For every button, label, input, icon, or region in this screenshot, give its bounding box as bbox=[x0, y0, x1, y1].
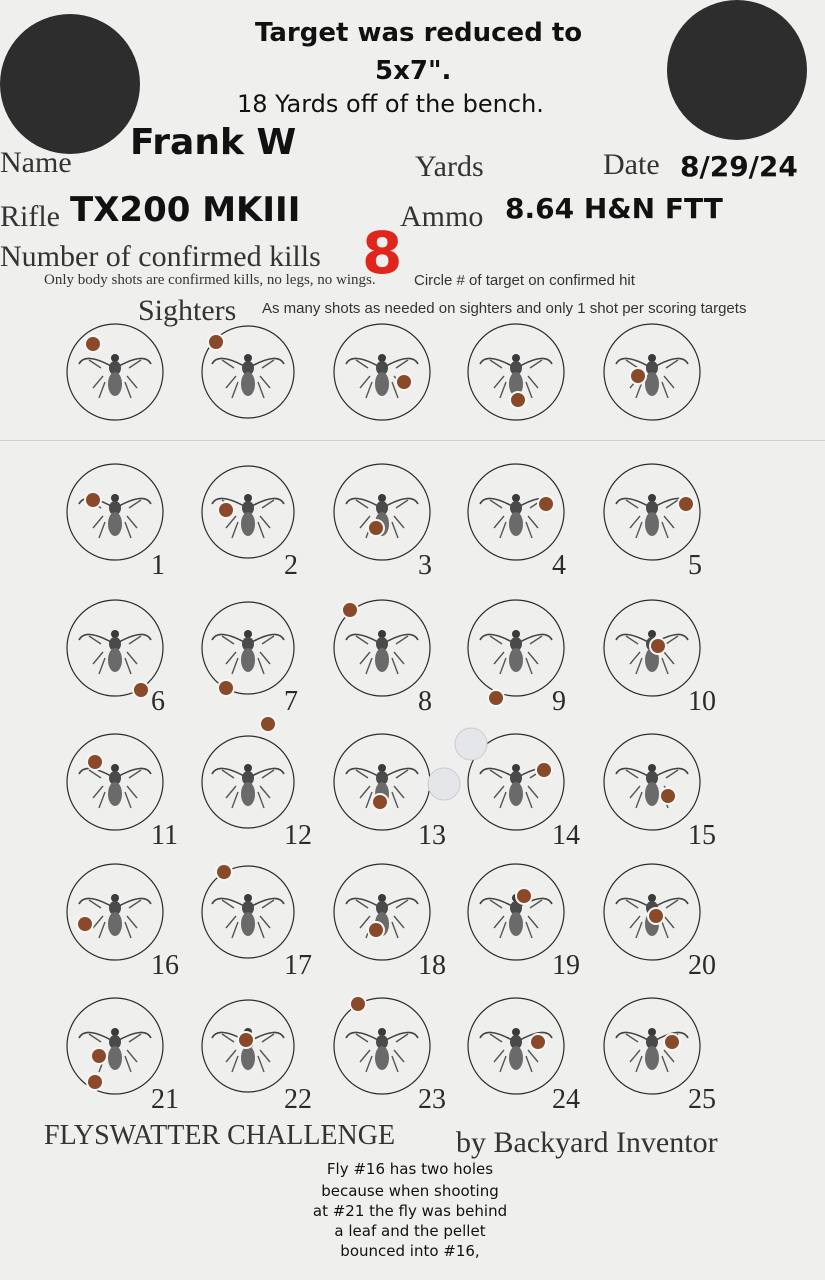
bottom-note-line-4: a leaf and the pellet bbox=[334, 1222, 486, 1240]
target-number-14: 14 bbox=[552, 820, 580, 851]
target-number-20: 20 bbox=[688, 950, 716, 981]
fly-head-s5 bbox=[648, 354, 656, 362]
fly-abdomen-s5 bbox=[645, 372, 659, 396]
fly-leg-19-4 bbox=[500, 922, 506, 938]
fly-wing-left-7 bbox=[212, 634, 244, 642]
footer-title: FLYSWATTER CHALLENGE bbox=[44, 1120, 396, 1151]
fly-wing-right-18 bbox=[386, 898, 418, 906]
fly-head-24 bbox=[512, 1028, 520, 1036]
target-number-5: 5 bbox=[688, 550, 702, 581]
fly-wing-right-11 bbox=[119, 768, 151, 776]
target-number-4: 4 bbox=[552, 550, 566, 581]
fly-leg-24-3 bbox=[528, 1050, 538, 1062]
fly-wing-right-s1 bbox=[119, 358, 151, 366]
fly-wing-right-22 bbox=[252, 1032, 284, 1040]
fly-wing-right-s3 bbox=[386, 358, 418, 366]
fly-leg-3-3 bbox=[394, 516, 404, 528]
pellet-hole-s5-0 bbox=[631, 369, 645, 383]
fly-leg-20-4 bbox=[636, 922, 642, 938]
fly-leg-s4-4 bbox=[500, 382, 506, 398]
fly-leg-14-5 bbox=[526, 792, 532, 808]
target-number-19: 19 bbox=[552, 950, 580, 981]
fly-wing-right-s4 bbox=[520, 358, 552, 366]
fly-leg-9-5 bbox=[526, 658, 532, 674]
fly-leg-21-3 bbox=[127, 1050, 137, 1062]
target-number-23: 23 bbox=[418, 1084, 446, 1115]
fly-leg-22-4 bbox=[232, 1056, 238, 1072]
fly-leg-22-3 bbox=[260, 1050, 270, 1062]
pellet-hole-21-0 bbox=[92, 1049, 106, 1063]
target-number-15: 15 bbox=[688, 820, 716, 851]
fly-wing-right-12 bbox=[252, 768, 284, 776]
fly-wing-left-3 bbox=[346, 498, 378, 506]
pellet-hole-13-0 bbox=[373, 795, 387, 809]
target-number-6: 6 bbox=[151, 686, 165, 717]
fly-wing-left-5 bbox=[616, 498, 648, 506]
fly-leg-1-4 bbox=[99, 522, 105, 538]
fly-wing-right-20 bbox=[656, 898, 688, 906]
fly-leg-22-5 bbox=[258, 1056, 264, 1072]
kills-label: Number of confirmed kills bbox=[0, 240, 321, 273]
reinforcement-sticker-1 bbox=[455, 728, 487, 760]
pellet-hole-18-0 bbox=[369, 923, 383, 937]
fly-wing-right-s5 bbox=[656, 358, 688, 366]
fly-leg-22-2 bbox=[226, 1050, 236, 1062]
date-value: 8/29/24 bbox=[680, 150, 798, 183]
pellet-hole-12-0 bbox=[261, 717, 275, 731]
fly-leg-10-3 bbox=[664, 652, 674, 664]
fly-leg-9-3 bbox=[528, 652, 538, 664]
bottom-note-line-1: Fly #16 has two holes bbox=[326, 1160, 494, 1178]
fly-leg-19-3 bbox=[528, 916, 538, 928]
footer-byline: by Backyard Inventor bbox=[456, 1126, 718, 1159]
fly-wing-left-19 bbox=[480, 898, 512, 906]
fly-wing-left-16 bbox=[79, 898, 111, 906]
fly-leg-7-2 bbox=[226, 652, 236, 664]
fly-abdomen-9 bbox=[509, 648, 523, 672]
fly-wing-right-21 bbox=[119, 1032, 151, 1040]
fly-abdomen-12 bbox=[241, 782, 255, 806]
pellet-hole-15-0 bbox=[661, 789, 675, 803]
fly-leg-2-3 bbox=[260, 516, 270, 528]
fly-leg-s1-2 bbox=[93, 376, 103, 388]
kills-rule: Only body shots are confirmed kills, no legs, no wings. bbox=[44, 272, 376, 288]
fly-abdomen-23 bbox=[375, 1046, 389, 1070]
fly-wing-right-15 bbox=[656, 768, 688, 776]
name-label: Name bbox=[0, 146, 72, 179]
name-value: Frank W bbox=[130, 122, 297, 163]
fly-wing-right-13 bbox=[386, 768, 418, 776]
fly-leg-13-4 bbox=[366, 792, 372, 808]
fly-leg-12-4 bbox=[232, 792, 238, 808]
fly-leg-s4-3 bbox=[528, 376, 538, 388]
fly-head-7 bbox=[244, 630, 252, 638]
header-note-line-2: 5x7". bbox=[375, 56, 452, 86]
fly-leg-4-2 bbox=[494, 516, 504, 528]
fly-wing-left-6 bbox=[79, 634, 111, 642]
fly-leg-11-5 bbox=[125, 792, 131, 808]
target-number-17: 17 bbox=[284, 950, 312, 981]
target-number-1: 1 bbox=[151, 550, 165, 581]
sighters-rule: As many shots as needed on sighters and only 1 shot per scoring targets bbox=[262, 300, 747, 317]
fly-leg-7-3 bbox=[260, 652, 270, 664]
pellet-hole-11-0 bbox=[88, 755, 102, 769]
fly-leg-23-5 bbox=[392, 1056, 398, 1072]
fly-leg-18-3 bbox=[394, 916, 404, 928]
fly-wing-left-12 bbox=[212, 768, 244, 776]
fly-head-18 bbox=[378, 894, 386, 902]
fly-head-s4 bbox=[512, 354, 520, 362]
fly-wing-left-14 bbox=[480, 768, 512, 776]
fly-wing-left-17 bbox=[212, 898, 244, 906]
fly-leg-6-5 bbox=[125, 658, 131, 674]
fly-leg-8-5 bbox=[392, 658, 398, 674]
fly-leg-s2-5 bbox=[258, 382, 264, 398]
fly-leg-s1-5 bbox=[125, 382, 131, 398]
fly-leg-23-3 bbox=[394, 1050, 404, 1062]
fly-head-16 bbox=[111, 894, 119, 902]
fly-leg-17-4 bbox=[232, 922, 238, 938]
fly-leg-s4-5 bbox=[526, 382, 532, 398]
bottom-note-line-5: bounced into #16, bbox=[340, 1242, 480, 1260]
fly-leg-8-3 bbox=[394, 652, 404, 664]
fly-leg-19-2 bbox=[494, 916, 504, 928]
fly-wing-right-3 bbox=[386, 498, 418, 506]
target-number-2: 2 bbox=[284, 550, 298, 581]
fly-leg-14-2 bbox=[494, 786, 504, 798]
fly-leg-s2-3 bbox=[260, 376, 270, 388]
fly-leg-s3-2 bbox=[360, 376, 370, 388]
fly-leg-6-4 bbox=[99, 658, 105, 674]
fly-leg-25-3 bbox=[664, 1050, 674, 1062]
target-number-10: 10 bbox=[688, 686, 716, 717]
fly-head-3 bbox=[378, 494, 386, 502]
fly-leg-25-2 bbox=[630, 1050, 640, 1062]
fly-leg-7-5 bbox=[258, 658, 264, 674]
fly-wing-left-21 bbox=[79, 1032, 111, 1040]
fly-head-6 bbox=[111, 630, 119, 638]
fly-head-21 bbox=[111, 1028, 119, 1036]
fly-head-9 bbox=[512, 630, 520, 638]
fly-leg-1-5 bbox=[125, 522, 131, 538]
fly-leg-24-2 bbox=[494, 1050, 504, 1062]
fly-leg-2-5 bbox=[258, 522, 264, 538]
fly-leg-25-5 bbox=[662, 1056, 668, 1072]
fly-head-4 bbox=[512, 494, 520, 502]
pellet-hole-17-0 bbox=[217, 865, 231, 879]
fly-leg-24-4 bbox=[500, 1056, 506, 1072]
target-number-11: 11 bbox=[151, 820, 178, 851]
fly-wing-left-20 bbox=[616, 898, 648, 906]
fly-abdomen-19 bbox=[509, 912, 523, 936]
fly-leg-s1-3 bbox=[127, 376, 137, 388]
fly-wing-left-s1 bbox=[79, 358, 111, 366]
pellet-hole-3-0 bbox=[369, 521, 383, 535]
fly-leg-23-4 bbox=[366, 1056, 372, 1072]
pellet-hole-9-0 bbox=[489, 691, 503, 705]
pellet-hole-2-0 bbox=[219, 503, 233, 517]
fly-leg-s4-2 bbox=[494, 376, 504, 388]
fly-wing-right-16 bbox=[119, 898, 151, 906]
fly-leg-3-5 bbox=[392, 522, 398, 538]
rifle-label: Rifle bbox=[0, 200, 60, 233]
fly-leg-s1-4 bbox=[99, 382, 105, 398]
fly-wing-right-8 bbox=[386, 634, 418, 642]
fly-leg-9-4 bbox=[500, 658, 506, 674]
target-number-24: 24 bbox=[552, 1084, 580, 1115]
fly-wing-right-s2 bbox=[252, 358, 284, 366]
fly-leg-20-2 bbox=[630, 916, 640, 928]
fly-leg-2-4 bbox=[232, 522, 238, 538]
fly-leg-25-4 bbox=[636, 1056, 642, 1072]
header-note-line-1: Target was reduced to bbox=[255, 18, 583, 48]
fly-leg-5-5 bbox=[662, 522, 668, 538]
fly-head-1 bbox=[111, 494, 119, 502]
fly-leg-s3-4 bbox=[366, 382, 372, 398]
fly-leg-16-4 bbox=[99, 922, 105, 938]
bottom-note-line-2: because when shooting bbox=[321, 1182, 499, 1200]
fly-wing-left-9 bbox=[480, 634, 512, 642]
pellet-hole-5-0 bbox=[679, 497, 693, 511]
fly-abdomen-15 bbox=[645, 782, 659, 806]
fly-head-10 bbox=[648, 630, 656, 638]
pellet-hole-19-0 bbox=[517, 889, 531, 903]
pellet-hole-s2-0 bbox=[209, 335, 223, 349]
fly-leg-13-3 bbox=[394, 786, 404, 798]
reinforcement-sticker-2 bbox=[428, 768, 460, 800]
fly-abdomen-7 bbox=[241, 648, 255, 672]
target-number-25: 25 bbox=[688, 1084, 716, 1115]
fly-wing-left-8 bbox=[346, 634, 378, 642]
fly-wing-left-15 bbox=[616, 768, 648, 776]
fly-abdomen-2 bbox=[241, 512, 255, 536]
fly-head-23 bbox=[378, 1028, 386, 1036]
target-number-9: 9 bbox=[552, 686, 566, 717]
fly-wing-right-17 bbox=[252, 898, 284, 906]
fly-wing-left-s4 bbox=[480, 358, 512, 366]
fly-head-13 bbox=[378, 764, 386, 772]
fly-abdomen-5 bbox=[645, 512, 659, 536]
target-number-21: 21 bbox=[151, 1084, 179, 1115]
pellet-hole-10-0 bbox=[651, 639, 665, 653]
pellet-hole-s1-0 bbox=[86, 337, 100, 351]
fly-leg-17-5 bbox=[258, 922, 264, 938]
pellet-hole-20-0 bbox=[649, 909, 663, 923]
fly-wing-left-18 bbox=[346, 898, 378, 906]
fly-abdomen-s3 bbox=[375, 372, 389, 396]
fly-leg-19-5 bbox=[526, 922, 532, 938]
fly-wing-left-10 bbox=[616, 634, 648, 642]
pellet-hole-7-0 bbox=[219, 681, 233, 695]
pellet-hole-s4-0 bbox=[511, 393, 525, 407]
fly-leg-12-3 bbox=[260, 786, 270, 798]
fly-leg-15-4 bbox=[636, 792, 642, 808]
fly-abdomen-25 bbox=[645, 1046, 659, 1070]
fly-wing-left-25 bbox=[616, 1032, 648, 1040]
yards-label: Yards bbox=[415, 150, 484, 183]
fly-leg-4-5 bbox=[526, 522, 532, 538]
circle-rule: Circle # of target on confirmed hit bbox=[414, 272, 635, 289]
target-number-7: 7 bbox=[284, 686, 298, 717]
fly-leg-16-5 bbox=[125, 922, 131, 938]
fly-leg-5-3 bbox=[664, 516, 674, 528]
pellet-hole-8-0 bbox=[343, 603, 357, 617]
pellet-hole-4-0 bbox=[539, 497, 553, 511]
fly-abdomen-1 bbox=[108, 512, 122, 536]
fly-leg-15-2 bbox=[630, 786, 640, 798]
fly-leg-16-2 bbox=[93, 916, 103, 928]
rifle-value: TX200 MKIII bbox=[70, 190, 301, 230]
target-number-16: 16 bbox=[151, 950, 179, 981]
fly-abdomen-s1 bbox=[108, 372, 122, 396]
fly-abdomen-6 bbox=[108, 648, 122, 672]
fly-head-8 bbox=[378, 630, 386, 638]
fly-leg-8-2 bbox=[360, 652, 370, 664]
fly-leg-14-4 bbox=[500, 792, 506, 808]
target-number-12: 12 bbox=[284, 820, 312, 851]
pellet-hole-16-0 bbox=[78, 917, 92, 931]
fly-leg-13-2 bbox=[360, 786, 370, 798]
fly-wing-left-23 bbox=[346, 1032, 378, 1040]
fly-abdomen-8 bbox=[375, 648, 389, 672]
pellet-hole-21-1 bbox=[88, 1075, 102, 1089]
pellet-hole-24-0 bbox=[531, 1035, 545, 1049]
fly-wing-left-s5 bbox=[616, 358, 648, 366]
fly-leg-s2-4 bbox=[232, 382, 238, 398]
fly-head-14 bbox=[512, 764, 520, 772]
target-number-22: 22 bbox=[284, 1084, 312, 1115]
pellet-hole-22-0 bbox=[239, 1033, 253, 1047]
pellet-hole-1-0 bbox=[86, 493, 100, 507]
fly-head-25 bbox=[648, 1028, 656, 1036]
fly-head-s1 bbox=[111, 354, 119, 362]
fly-wing-right-1 bbox=[119, 498, 151, 506]
date-label: Date bbox=[603, 148, 660, 181]
fly-leg-7-4 bbox=[232, 658, 238, 674]
fly-wing-left-13 bbox=[346, 768, 378, 776]
fly-wing-left-24 bbox=[480, 1032, 512, 1040]
fly-abdomen-21 bbox=[108, 1046, 122, 1070]
pellet-hole-6-0 bbox=[134, 683, 148, 697]
fly-leg-10-5 bbox=[662, 658, 668, 674]
fly-leg-10-4 bbox=[636, 658, 642, 674]
pellet-hole-23-0 bbox=[351, 997, 365, 1011]
fly-wing-left-s2 bbox=[212, 358, 244, 366]
fly-wing-left-4 bbox=[480, 498, 512, 506]
ammo-value: 8.64 H&N FTT bbox=[505, 192, 723, 225]
target-number-13: 13 bbox=[418, 820, 446, 851]
fly-leg-11-4 bbox=[99, 792, 105, 808]
fly-abdomen-24 bbox=[509, 1046, 523, 1070]
pellet-hole-25-0 bbox=[665, 1035, 679, 1049]
header-note-line-3: 18 Yards off of the bench. bbox=[237, 90, 544, 118]
fly-head-s3 bbox=[378, 354, 386, 362]
fly-head-20 bbox=[648, 894, 656, 902]
fly-wing-right-7 bbox=[252, 634, 284, 642]
fly-leg-4-4 bbox=[500, 522, 506, 538]
fly-leg-18-5 bbox=[392, 922, 398, 938]
fly-leg-17-2 bbox=[226, 916, 236, 928]
fly-leg-21-5 bbox=[125, 1056, 131, 1072]
fly-leg-16-3 bbox=[127, 916, 137, 928]
fly-leg-23-2 bbox=[360, 1050, 370, 1062]
fly-wing-right-23 bbox=[386, 1032, 418, 1040]
fly-leg-9-2 bbox=[494, 652, 504, 664]
fly-head-11 bbox=[111, 764, 119, 772]
fly-abdomen-16 bbox=[108, 912, 122, 936]
fly-leg-10-2 bbox=[630, 652, 640, 664]
fly-wing-left-s3 bbox=[346, 358, 378, 366]
fly-leg-s5-3 bbox=[664, 376, 674, 388]
fly-leg-s2-2 bbox=[226, 376, 236, 388]
fly-leg-12-2 bbox=[226, 786, 236, 798]
fly-leg-5-2 bbox=[630, 516, 640, 528]
fly-head-12 bbox=[244, 764, 252, 772]
fly-wing-right-9 bbox=[520, 634, 552, 642]
fly-leg-4-3 bbox=[528, 516, 538, 528]
fly-head-s2 bbox=[244, 354, 252, 362]
sighters-label: Sighters bbox=[138, 294, 237, 327]
fly-abdomen-s2 bbox=[241, 372, 255, 396]
fly-abdomen-14 bbox=[509, 782, 523, 806]
fly-abdomen-11 bbox=[108, 782, 122, 806]
pellet-hole-s3-0 bbox=[397, 375, 411, 389]
fly-head-5 bbox=[648, 494, 656, 502]
fly-abdomen-17 bbox=[241, 912, 255, 936]
fly-leg-11-2 bbox=[93, 786, 103, 798]
fly-leg-24-5 bbox=[526, 1056, 532, 1072]
target-number-18: 18 bbox=[418, 950, 446, 981]
fly-leg-s5-5 bbox=[662, 382, 668, 398]
target-number-3: 3 bbox=[418, 550, 432, 581]
kills-value: 8 bbox=[362, 219, 403, 287]
fly-leg-1-2 bbox=[93, 516, 103, 528]
fly-leg-8-4 bbox=[366, 658, 372, 674]
fly-head-2 bbox=[244, 494, 252, 502]
fly-abdomen-22 bbox=[241, 1046, 255, 1070]
pellet-hole-14-0 bbox=[537, 763, 551, 777]
fly-leg-6-2 bbox=[93, 652, 103, 664]
fly-leg-1-3 bbox=[127, 516, 137, 528]
fly-leg-14-3 bbox=[528, 786, 538, 798]
fly-leg-12-5 bbox=[258, 792, 264, 808]
fly-wing-right-6 bbox=[119, 634, 151, 642]
fly-leg-17-3 bbox=[260, 916, 270, 928]
fly-wing-right-2 bbox=[252, 498, 284, 506]
fly-abdomen-4 bbox=[509, 512, 523, 536]
ammo-label: Ammo bbox=[400, 200, 484, 233]
fly-leg-11-3 bbox=[127, 786, 137, 798]
fly-leg-6-3 bbox=[127, 652, 137, 664]
fly-leg-20-3 bbox=[664, 916, 674, 928]
fly-leg-13-5 bbox=[392, 792, 398, 808]
fly-head-17 bbox=[244, 894, 252, 902]
fly-leg-5-4 bbox=[636, 522, 642, 538]
bottom-note-line-3: at #21 the fly was behind bbox=[312, 1202, 508, 1220]
fly-leg-20-5 bbox=[662, 922, 668, 938]
fly-head-15 bbox=[648, 764, 656, 772]
target-number-8: 8 bbox=[418, 686, 432, 717]
